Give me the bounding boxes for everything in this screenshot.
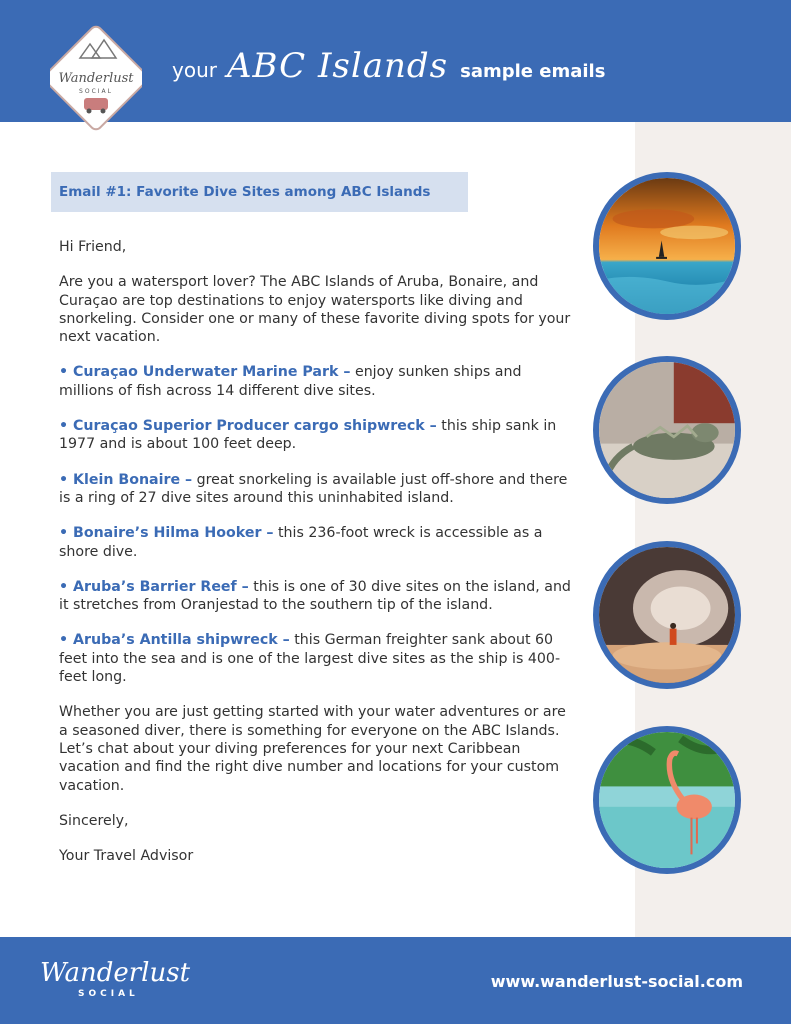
sunset-sailboat-photo xyxy=(593,172,741,320)
dive-site-description: this 236-foot wreck is accessible as a shore dive. xyxy=(59,525,543,560)
footer-banner xyxy=(0,937,791,1024)
list-item xyxy=(59,471,575,508)
title-suffix: sample emails xyxy=(460,61,606,82)
title-script: ABC Islands xyxy=(226,46,449,86)
dive-site-description: this ship sank in 1977 and is about 100 feet deep. xyxy=(59,418,557,453)
email-subject: Email #1: Favorite Dive Sites among ABC Islands xyxy=(51,172,468,212)
iguana-photo xyxy=(593,356,741,504)
intro-paragraph: Are you a watersport lover? The ABC Islands of Aruba, Bonaire, and Curaçao are top destinations to enjoy watersports like diving and snorkeling. Consider one or many of these favorite diving spots for your next vacation. xyxy=(59,274,571,346)
logo-wordmark: Wanderlust xyxy=(58,71,134,86)
list-item xyxy=(59,417,575,454)
list-item xyxy=(59,578,575,615)
signoff: Sincerely, xyxy=(59,812,129,829)
list-item xyxy=(59,631,575,686)
footer-logo-subtext: SOCIAL xyxy=(78,989,139,999)
dive-site-title: • Aruba’s Antilla shipwreck – xyxy=(59,632,290,649)
greeting: Hi Friend, xyxy=(59,239,127,255)
wanderlust-logo xyxy=(50,18,142,138)
signature: Your Travel Advisor xyxy=(59,848,194,865)
list-item xyxy=(59,363,575,400)
list-item xyxy=(59,524,575,561)
dive-site-title: • Aruba’s Barrier Reef – xyxy=(59,578,249,595)
footer-logo-wordmark: Wanderlust xyxy=(40,958,191,988)
email-body xyxy=(59,238,575,882)
logo-subtext: SOCIAL xyxy=(79,88,113,95)
flamingo-photo xyxy=(593,726,741,874)
cave-explorer-photo xyxy=(593,541,741,689)
dive-site-title: • Curaçao Superior Producer cargo shipwreck – xyxy=(59,418,437,435)
dive-site-title: • Klein Bonaire – xyxy=(59,471,193,488)
dive-site-title: • Bonaire’s Hilma Hooker – xyxy=(59,525,274,542)
page-title xyxy=(172,46,605,86)
closing-paragraph: Whether you are just getting started with your water adventures or are a seasoned diver, there is something for everyone on the ABC Islands. Let’s chat about your diving preferences for your next Caribbean vacation and find the right dive number and locations for your custom vacation. xyxy=(59,704,566,794)
title-prefix: your xyxy=(172,58,217,82)
dive-site-description: this German freighter sank about 60 feet into the sea and is one of the largest dive sites as the ship is 400-feet long. xyxy=(59,632,561,686)
footer-logo xyxy=(40,959,190,999)
dive-site-description: this is one of 30 dive sites on the island, and it stretches from Oranjestad to the southern tip of the island. xyxy=(59,578,571,614)
header-banner xyxy=(0,0,791,122)
website-link[interactable]: www.wanderlust-social.com xyxy=(490,972,743,991)
dive-site-description: enjoy sunken ships and millions of fish across 14 different dive sites. xyxy=(59,364,522,399)
dive-site-title: • Curaçao Underwater Marine Park – xyxy=(59,364,351,381)
dive-site-description: great snorkeling is available just off-shore and there is a ring of 27 dive sites around this uninhabited island. xyxy=(59,471,568,506)
